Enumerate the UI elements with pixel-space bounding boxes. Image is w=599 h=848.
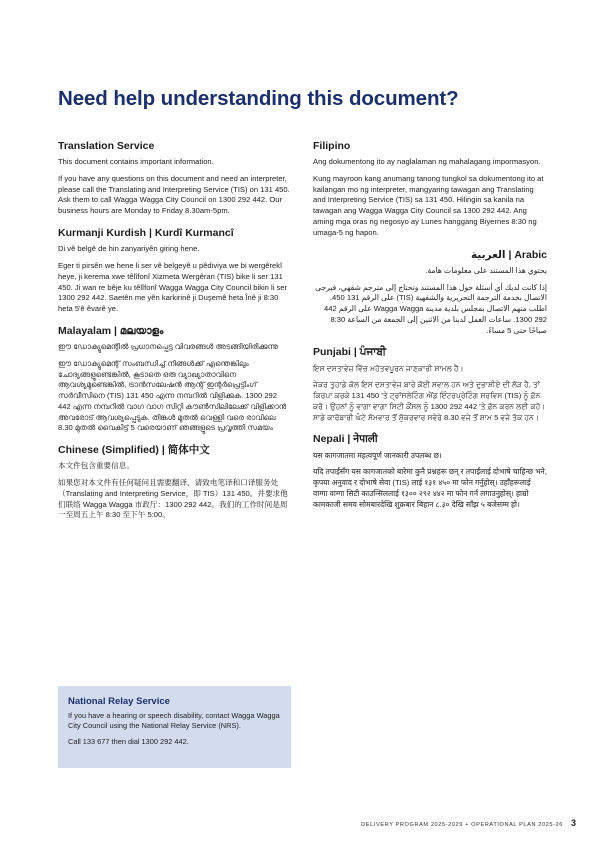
relay-paragraph: Call 133 677 then dial 1300 292 442.	[68, 737, 189, 747]
national-relay-service-box	[58, 686, 291, 768]
section-paragraph: إذا كانت لديك أي أسئلة حول هذا المستند وتحتاج إلى مترجم شفهي، فيرجى الاتصال بخدمة الترجمة التحريرية والشفهية (TIS) على الرقم 131 450. اطلب منهم الاتصال بمجلس بلدية مدينة Wagga Wagga على الرقم 442 292 1300. ساعات العمل لدينا من الاثنين إلى الجمعة من الساعة 8:30 صباحًا حتى 5 مساءً.	[315, 282, 547, 335]
left-column	[58, 140, 290, 531]
right-column	[313, 140, 547, 520]
section-paragraph: Eger ti pirsên we hene li ser vê belgeyê u pêdiviya we bi wergêrekî heye, ji kerema xwe têlîfonî Xizmeta Wergêran (TIS) bike li ser 131 450. Ji wan re bêje ku têlîfonî Wagga Wagga City Council bikin li ser 1300 292 442. Saetên me yên karkirinê ji Duşemê heta Înê ji 8:30 heta 5'ê êvarê ye.	[58, 260, 288, 314]
page-footer	[361, 818, 576, 828]
section-arabic	[313, 249, 547, 337]
section-paragraph: 本文件包含重要信息。	[58, 461, 134, 471]
section-paragraph: ഈ ഡോക്യുമെന്റ് സംബന്ധിച്ച് നിങ്ങൾക്ക് എന്തെങ്കിലും ചോദ്യങ്ങളുണ്ടെങ്കിൽ, കൂടാതെ ഒരു വ്യാഖ്യാതാവിനെ ആവശ്യമുണ്ടെങ്കിൽ, ട്രാൻസലേഷൻ ആന്റ് ഇന്റർപ്രെട്ടിംഗ് സർവീസിനെ (TIS) 131 450 എന്ന നമ്പറിൽ വിളിക്കുക. 1300 292 442 എന്ന നമ്പറിൽ വാഗ വാഗ സിറ്റി കൗൺസിലിലേക്ക് വിളിക്കാൻ അവരോട് ആവശ്യപ്പെടുക. തിങ്കൾ മുതൽ വെള്ളി വരെ രാവിലെ 8.30 മുതൽ വൈകിട്ട് 5 വരെയാണ് ഞങ്ങളുടെ പ്രവൃത്തി സമയം	[58, 358, 287, 433]
section-malayalam	[58, 325, 290, 434]
section-paragraph: Di vê belgê de hin zanyariyên giring hene.	[58, 244, 200, 254]
section-heading: Nepali | नेपाली	[313, 433, 378, 446]
section-paragraph: ഈ ഡോക്യുമെന്റിൽ പ്രധാനപ്പെട്ട വിവരങ്ങൾ അടങ്ങിയിരിക്കുന്നു	[58, 341, 279, 351]
section-paragraph: Ang dokumentong ito ay naglalaman ng mahalagang impormasyon.	[313, 157, 541, 167]
section-paragraph: ਇਸ ਦਸਤਾਵੇਜ਼ ਵਿੱਚ ਮਹੱਤਵਪੂਰਨ ਜਾਣਕਾਰੀ ਸ਼ਾਮਲ ਹੈ।	[313, 363, 464, 373]
section-nepali	[313, 433, 547, 510]
page-number: 3	[570, 818, 576, 828]
section-paragraph: This document contains important information.	[58, 157, 214, 167]
relay-paragraph: If you have a hearing or speech disability, contact Wagga Wagga City Council using the National Relay Service (NRS).	[68, 711, 280, 731]
section-heading: Malayalam | മലയാളം	[58, 324, 164, 337]
section-heading: Punjabi | ਪੰਜਾਬੀ	[313, 346, 387, 359]
section-paragraph: यस कागजातमा महत्वपूर्ण जानकारी उपलब्ध छ।	[313, 450, 442, 460]
section-paragraph: ਜੇਕਰ ਤੁਹਾਡੇ ਕੋਲ ਇਸ ਦਸਤਾਵੇਜ਼ ਬਾਰੇ ਕੋਈ ਸਵਾਲ ਹਨ ਅਤੇ ਦੁਭਾਸ਼ੀਏ ਦੀ ਲੋੜ ਹੈ, ਤਾਂ ਕਿਰਪਾ ਕਰਕੇ 131 450 'ਤੇ ਟ੍ਰਾਂਸਲੇਟਿੰਗ ਐਂਡ ਇੰਟਰਪ੍ਰੇਟਿੰਗ ਸਰਵਿਸ (TIS) ਨੂੰ ਫ਼ੋਨ ਕਰੋ। ਉਹਨਾਂ ਨੂੰ ਵਾਗਾ ਵਾਗਾ ਸਿਟੀ ਕੌਂਸਲ ਨੂੰ 1300 292 442 'ਤੇ ਫ਼ੋਨ ਕਰਨ ਲਈ ਕਹੋ। ਸਾਡੇ ਕਾਰੋਬਾਰੀ ਘੰਟੇ ਸੋਮਵਾਰ ਤੋਂ ਸ਼ੁੱਕਰਵਾਰ ਸਵੇਰੇ 8.30 ਵਜੇ ਤੋਂ ਸ਼ਾਮ 5 ਵਜੇ ਤੱਕ ਹਨ।	[313, 380, 546, 422]
footer-label: DELIVERY PROGRAM 2025-2029 + OPERATIONAL PLAN 2025-26	[361, 822, 563, 828]
section-filipino	[313, 140, 547, 239]
section-kurmanji-kurdish	[58, 227, 290, 315]
section-paragraph: يحتوي هذا المستند على معلومات هامة.	[425, 265, 547, 275]
section-punjabi	[313, 346, 547, 423]
section-heading: Translation Service	[58, 140, 155, 152]
relay-heading: National Relay Service	[68, 696, 170, 707]
section-heading: Kurmanji Kurdish | Kurdî Kurmancî	[58, 227, 234, 240]
section-paragraph: 如果您对本文件有任何疑问且需要翻译，请致电笔译和口译服务处（Translating and Interpreting Service，即 TIS）131 450。并要求他们联络 Wagga Wagga 市政厅：1300 292 442。我们的工作时间是周一至周五上午 8:30 至下午 5:00。	[58, 478, 288, 520]
section-heading: Filipino	[313, 140, 351, 152]
section-translation-service	[58, 140, 290, 217]
page-title: Need help understanding this document?	[58, 87, 459, 110]
section-paragraph: Kung mayroon kang anumang tanong tungkol sa dokumentong ito at kailangan mo ng interpreter, mangyaring tawagan ang Translating and Interpreting Service (TIS) sa 131 450. Hilingin sa kanila na tawagan ang Wagga Wagga City Council sa 1300 292 442. Ang aming mga oras ng negosyo ay Lunes hanggang Biyernes 8:30 ng umaga-5 ng hapon.	[313, 173, 544, 237]
section-heading: Chinese (Simplified) | 简体中文	[58, 444, 210, 457]
section-heading: Arabic | العربية	[470, 248, 547, 261]
section-chinese-simplified	[58, 444, 290, 521]
section-paragraph: If you have any questions on this document and need an interpreter, please call the Translating and Interpreting Service (TIS) on 131 450. Ask them to call Wagga Wagga City Council on 1300 292 442. Our business hours are Monday to Friday 8.30am-5pm.	[58, 173, 290, 216]
section-paragraph: यदि तपाईंसँग यस कागजातको बारेमा कुनै प्रश्नहरू छन् र तपाईंलाई दोभाषे चाहिन्छ भने, कृपया अनुवाद र दोभाषे सेवा (TIS) लाई १३१ ४५० मा फोन गर्नुहोस्। उहाँहरूलाई वाग्गा वाग्गा सिटी काउन्सिललाई १३०० २९२ ४४२ मा फोन गर्न लगाउनुहोस्। हाम्रो कामकाजी समय सोमबारदेखि शुक्रबार बिहान ८.३० देखि साँझ ५ बजेसम्म हो।	[313, 467, 547, 509]
